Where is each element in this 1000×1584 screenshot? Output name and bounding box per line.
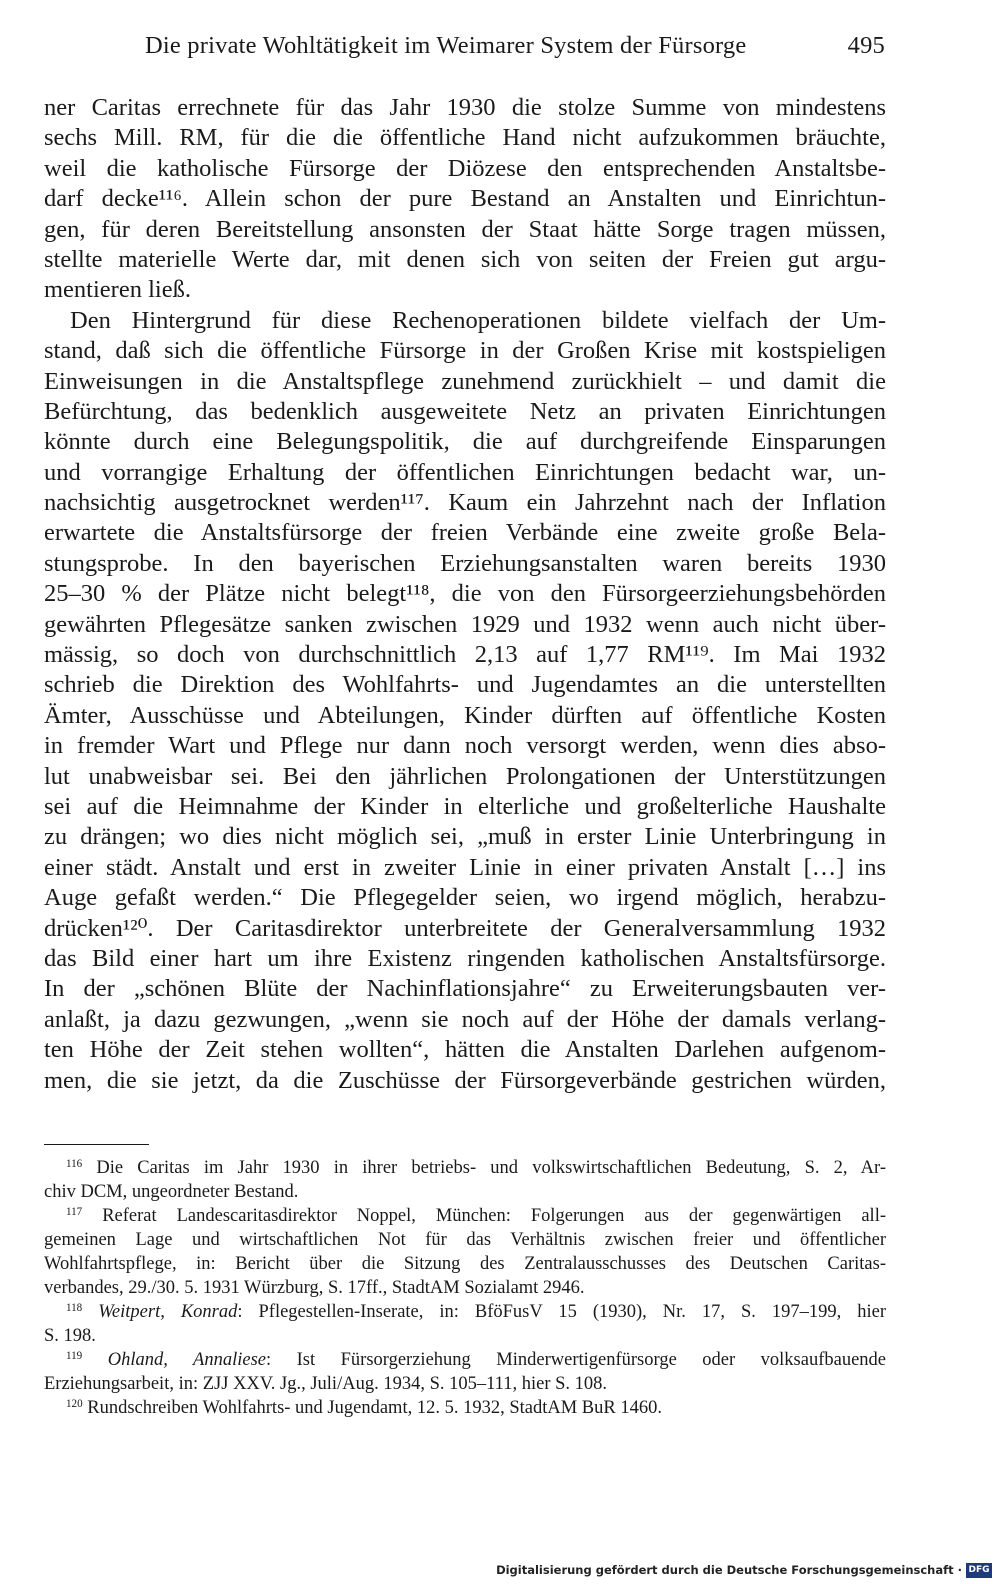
body-line: In der „schönen Blüte der Nachinflationsjahre“ zu Erweiterungsbauten ver-	[44, 975, 886, 1003]
body-line: das Bild einer hart um ihre Existenz ringenden katholischen Anstaltsfürsorge.	[44, 944, 886, 972]
body-line: gewährten Pflegesätze sanken zwischen 1929 und 1932 wenn auch nicht über-	[44, 610, 886, 638]
body-line: sei auf die Heimnahme der Kinder in elterliche und großelterliche Haushalte	[44, 792, 886, 820]
footnote-line: S. 198.	[44, 1326, 96, 1346]
footnote-119	[44, 1348, 886, 1372]
body-line: Auge gefaßt werden.“ Die Pflegegelder seien, wo irgend möglich, herabzu-	[44, 884, 886, 912]
body-line: und vorrangige Erhaltung der öffentlichen Einrichtungen bedacht war, un-	[44, 458, 886, 486]
body-line: stungsprobe. In den bayerischen Erziehungsanstalten waren bereits 1930	[44, 549, 886, 577]
body-line: weil die katholische Fürsorge der Diözese den entsprechenden Anstaltsbe-	[44, 154, 886, 182]
body-line: stellte materielle Werte dar, mit denen sich von seiten der Freien gut argu-	[44, 245, 886, 273]
footnote-author: Ohland, Annaliese	[107, 1350, 266, 1370]
footnote-author: Weitpert, Konrad	[98, 1302, 238, 1322]
footnote-line: Erziehungsarbeit, in: ZJJ XXV. Jg., Juli/Aug. 1934, S. 105–111, hier S. 108.	[44, 1374, 608, 1394]
body-line: nachsichtig ausgetrocknet werden¹¹⁷. Kaum ein Jahrzehnt nach der Inflation	[44, 489, 886, 517]
body-line: könnte durch eine Belegungspolitik, die auf durchgreifende Einsparungen	[44, 428, 886, 456]
running-title: Die private Wohltätigkeit im Weimarer System der Fürsorge	[145, 32, 747, 59]
footnote-120	[44, 1396, 886, 1420]
body-text	[44, 93, 886, 1096]
footnotes	[44, 1156, 886, 1420]
body-line: mentieren ließ.	[44, 276, 191, 304]
body-line: drücken¹²⁰. Der Caritasdirektor unterbreitete der Generalversammlung 1932	[44, 914, 886, 942]
footnote-116	[44, 1156, 886, 1180]
body-line: einer städt. Anstalt und erst in zweiter Linie in einer privaten Anstalt […] ins	[44, 853, 886, 881]
body-line: schrieb die Direktion des Wohlfahrts- und Jugendamtes an die unterstellten	[44, 671, 886, 699]
body-line: gen, für deren Bereitstellung ansonsten der Staat hätte Sorge tragen müssen,	[44, 215, 886, 243]
body-line: anlaßt, ja dazu gezwungen, „wenn sie noch auf der Höhe der damals verlang-	[44, 1005, 886, 1033]
body-line: Ämter, Ausschüsse und Abteilungen, Kinder dürften auf öffentliche Kosten	[44, 701, 886, 729]
credit-text: Digitalisierung gefördert durch die Deutsche Forschungsgemeinschaft ·	[496, 1563, 962, 1577]
body-line: mässig, so doch von durchschnittlich 2,13 auf 1,77 RM¹¹⁹. Im Mai 1932	[44, 641, 886, 669]
footnote-number: 119	[66, 1349, 83, 1362]
footnote-118	[44, 1300, 886, 1324]
body-line: ten Höhe der Zeit stehen wollten“, hätten die Anstalten Darlehen aufgenom-	[44, 1036, 886, 1064]
footnote-117	[44, 1204, 886, 1228]
body-line: Den Hintergrund für diese Rechenoperationen bildete vielfach der Um-	[70, 306, 886, 334]
body-line: in fremder Wart und Pflege nur dann noch versorgt werden, wenn dies abso-	[44, 732, 886, 760]
body-line: zu drängen; wo dies nicht möglich sei, „muß in erster Linie Unterbringung in	[44, 823, 886, 851]
footnote-text: Referat Landescaritasdirektor Noppel, München: Folgerungen aus der gegenwärtigen all-	[102, 1206, 886, 1226]
footnote-text: : Pflegestellen-Inserate, in: BföFusV 15 (1930), Nr. 17, S. 197–199, hier	[237, 1302, 886, 1322]
footnote-text: Rundschreiben Wohlfahrts- und Jugendamt, 12. 5. 1932, StadtAM BuR 1460.	[87, 1398, 662, 1418]
footnote-text: Die Caritas im Jahr 1930 in ihrer betriebs- und volkswirtschaftlichen Bedeutung, S. 2, Ar-	[96, 1158, 886, 1178]
body-line: Einweisungen in die Anstaltspflege zunehmend zurückhielt – und damit die	[44, 367, 886, 395]
footnote-text: : Ist Fürsorgerziehung Minderwertigenfürsorge oder volksaufbauende	[265, 1350, 886, 1370]
footnote-line: Wohlfahrtspflege, in: Bericht über die Sitzung des Zentralausschusses des Deutschen Caritas-	[44, 1254, 886, 1274]
footnote-number: 116	[66, 1157, 83, 1170]
body-line: sechs Mill. RM, für die die öffentliche Hand nicht aufzukommen bräuchte,	[44, 124, 886, 152]
footnote-number: 117	[66, 1205, 83, 1218]
body-line: stand, daß sich die öffentliche Fürsorge in der Großen Krise mit kostspieligen	[44, 337, 886, 365]
body-line: Befürchtung, das bedenklich ausgeweitete Netz an privaten Einrichtungen	[44, 397, 886, 425]
dfg-logo-icon: DFG	[966, 1563, 992, 1578]
footnote-number: 118	[66, 1301, 83, 1314]
footnote-line: chiv DCM, ungeordneter Bestand.	[44, 1182, 299, 1202]
body-line: ner Caritas errechnete für das Jahr 1930 die stolze Summe von mindestens	[44, 94, 886, 121]
footnote-number: 120	[66, 1397, 83, 1410]
digitization-credit	[496, 1560, 992, 1580]
body-line: erwartete die Anstaltsfürsorge der freien Verbände eine zweite große Bela-	[44, 519, 886, 547]
page-header	[145, 32, 885, 66]
footnote-line: verbandes, 29./30. 5. 1931 Würzburg, S. 17ff., StadtAM Sozialamt 2946.	[44, 1278, 585, 1298]
body-line: lut unabweisbar sei. Bei den jährlichen Prolongationen der Unterstützungen	[44, 762, 886, 790]
body-line: darf decke¹¹⁶. Allein schon der pure Bestand an Anstalten und Einrichtun-	[44, 185, 886, 213]
footnote-line: gemeinen Lage und wirtschaftlichen Not für das Verhältnis zwischen freier und öffentlicher	[44, 1230, 886, 1250]
body-line: 25–30 % der Plätze nicht belegt¹¹⁸, die von den Fürsorgeerziehungsbehörden	[44, 580, 886, 608]
footnote-separator	[44, 1144, 149, 1145]
page-number: 495	[847, 32, 885, 59]
body-line: men, die sie jetzt, da die Zuschüsse der Fürsorgeverbände gestrichen würden,	[44, 1066, 886, 1094]
